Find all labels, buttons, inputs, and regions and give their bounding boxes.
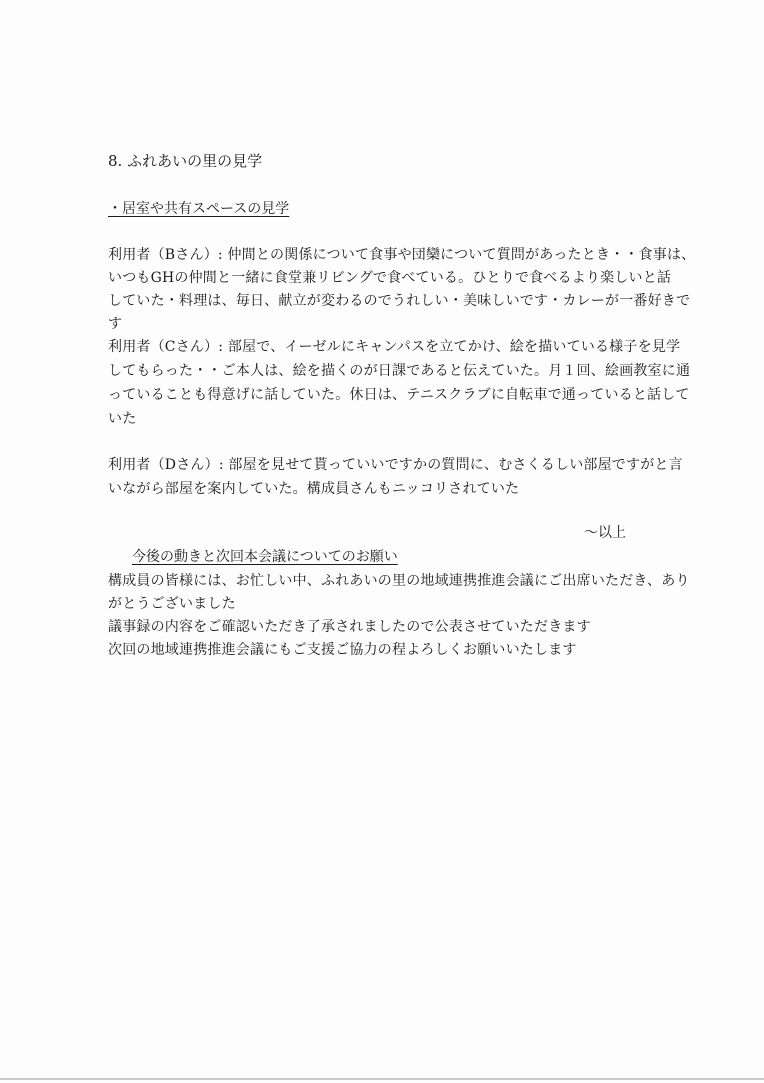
user-b-line-3: していた・料理は、毎日、献立が変わるのでうれしい・美味しいです・カレーが一番好きで	[108, 293, 691, 309]
request-line-3: 議事録の内容をご確認いただき了承されましたので公表させていただきます	[108, 619, 591, 635]
user-d-line-1: 利用者（Dさん）: 部屋を見せて貰っていいですかの質問に、むさくるしい部屋ですがと言	[108, 457, 683, 473]
user-c-line-4: いた	[108, 411, 137, 427]
user-d-line-2: いながら部屋を案内していた。構成員さんもニッコリされていた	[108, 481, 520, 497]
user-c-line-2: してもらった・・ご本人は、絵を描くのが日課であると伝えていた。月１回、絵画教室に通	[108, 363, 691, 379]
scan-bottom-edge	[0, 1078, 764, 1080]
section-heading: 8. ふれあいの里の見学	[108, 152, 263, 170]
request-heading: 今後の動きと次回本会議についてのお願い	[132, 549, 398, 565]
request-line-2: がとうございました	[108, 596, 236, 612]
user-b-line-4: す	[108, 316, 123, 332]
request-line-1: 構成員の皆様には、お忙しい中、ふれあいの里の地域連携推進会議にご出席いただき、あり	[108, 573, 690, 589]
user-b-line-2: いつもGHの仲間と一緒に食堂兼リビングで食べている。ひとりで食べるより楽しいと話	[108, 270, 672, 286]
user-c-line-3: っていることも得意げに話していた。休日は、テニスクラブに自転車で通っていると話して	[108, 387, 690, 403]
user-c-line-1: 利用者（Cさん）: 部屋で、イーゼルにキャンパスを立てかけ、絵を描いている様子を見学	[108, 339, 681, 355]
request-line-4: 次回の地域連携推進会議にもご支援ご協力の程よろしくお願いいたします	[108, 642, 577, 658]
section-subheading: ・居室や共有スペースの見学	[108, 201, 290, 217]
closing-text: ～以上	[584, 525, 626, 541]
user-b-line-1: 利用者（Bさん）: 仲間との関係について食事や団欒について質問があったとき・・食事は、	[108, 247, 696, 263]
